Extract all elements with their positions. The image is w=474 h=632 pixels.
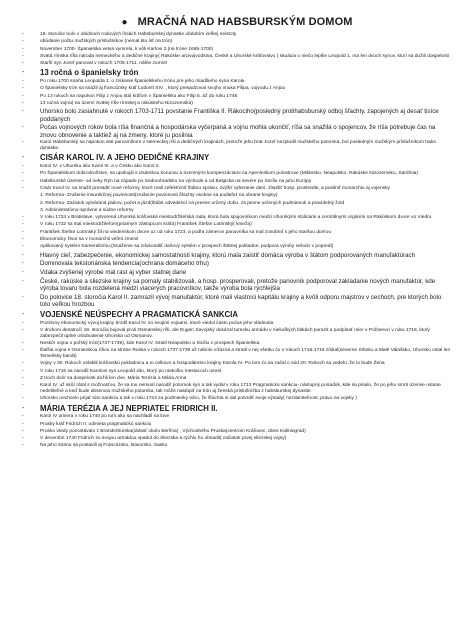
list-item: - Ďalšia vojna s Osmanskou ríšou na strane Ruska v rokoch 1737-1739 už nebolo víťazná a stratil v nej všetko čo v rokoch 1716-1718 získal(severne Srbsko a Malé Valašsko, Uhorsko ostal len Temešsky banát) <box>22 348 452 359</box>
list-item: - Svätá rímska ríša národa nemeckého a dedičné krajiny( Rakúske arcivojvodstva, České a Uhorské kráľovstvo ) situácia o niečo lepšie Leopold 1. ma len dvoch synov, ktorí sa dožili dospelosti <box>22 54 452 60</box>
list-item: - Karol IV umiera v roku 1740 po tom ako sa nachladil na love <box>22 414 452 420</box>
title-text: MRAČNÁ NAD HABSBURSKÝM DOMOM <box>137 16 353 28</box>
list-item: - Do polovice 18. storočia Karol II. zamrazil vývoj manufaktúr, ktoré mali vlastníci kapitálu krajiny a kvôli odporu majstrov v cechoch, pre ktorých bolo toto veľkou hrozbou <box>22 294 452 308</box>
list-item: - Aplikovaný systém Kameralizmu,(Snaženie sa zdokonaliť daňový systém v prospech štátnej pokladne, podpora výroby nebolo v popredí) <box>22 244 452 250</box>
list-item: - Habsburské územie- od rieky Rýn na západe po Sedmohradsko na východe a od Belgicka na severe po Sicíliu na juhu Európy <box>22 179 452 185</box>
list-item: - Ekonomicky život sa v monarchii veľmi zmenil <box>22 237 452 243</box>
list-item: - 18. storočie bolo v obidvoch rodových líniách Habsburskej dynastie obdobím veľkej neistoty <box>22 32 452 38</box>
list-item: - Karol IV. v Uhorsku ako Karol III. a v Česku ako Karol II. <box>22 164 452 170</box>
list-item: - Neskôr vojna o poľský trón(1737-1739), kde Karol IV. stratil Neapolsko a Sicíliu v prospech Španielska <box>22 341 452 347</box>
list-item: 1. Reforma- Zrušenie insurekčnej povinnosti(zrušenie povinnosti šľachty osobne sa podieľať na obrane krajiny) <box>40 193 278 199</box>
list-item: - November 1700- Španielska vetva vymrela, k vôli Karlovi 2.(na tróne 1665-1700) <box>22 47 452 53</box>
list-item: - V roku 1716 sa narodil Karolovi syn Leopold Ján, ktorý po niekoľko mesiacoch umrel. <box>22 369 452 375</box>
list-item: 3. Administratívno-správne a súdne reformy <box>40 207 134 213</box>
list-item: - Cisár Karol IV. sa snažil presadiť nové reformy, ktoré mali zefektívniť štátnu správu, zvýšiť vyberanie daní, zlepšiť hosp. prostredie, a posilniť monarchiu aj vojensky <box>22 186 452 192</box>
list-item: - Po 13 rokoch sa napokon Filip z Anjou stal kráľom v Španielsku ako Filip 5. až do roku 1746 <box>22 94 452 100</box>
list-item: - České, rakúske a sliezske krajiny sa pomaly stabilizovali, a hosp. prosperovali, pretože panovník podporoval zakladanie nových manufaktúr, kde výroba tovaru bola rozdelená medzi viacerých pracovníkov, takže výroba bola rýchlejšia <box>22 278 452 292</box>
list-item: - V druhom desatročí 18. storočia bojoval proti Osmanskej ríši, ale Eugen Savojský dokázal turecku armádu v niekoľkých bitkách porazit a podpísať mier v Požarevci v roku 1718, ktorý zabezpečil úplné oslobodenie Uhorska od Osmanov. <box>22 328 452 339</box>
list-item: - 13 ročná vojna( na území Svätej ríše rímskej a rakúskeho Nizozemska) <box>22 101 452 107</box>
document-title <box>22 16 452 28</box>
list-item: - V roku 1724 v Bratislave, vytvorená Uhorská kráľovská miestodržiteľská rada, ktorá bola spojovníkom medzi Uhorskými stolicami a centrálnymi orgánmi na Rakúskom dvore vo Viedni. <box>22 215 452 221</box>
list-item: - František Štefan Lotrinský žil na viedenskom dvore uz od roku 1723, a podľa zámerov panovníka sa mal zosobniť s jeho staršou dcérou <box>22 230 452 236</box>
list-item: - Hlavný cieľ, zabezpečenie, ekonomickej samostatnosti krajiny, ktorú mala zaistiť domáca výroba v štátom podporovaných manufaktúrach <box>22 252 452 259</box>
section-heading: - VOJENSKÉ NEÚSPECHY A PRAGMATICKÁ SANKCIA <box>22 310 452 319</box>
list-item: - Dominovala tekstoriánska tendencia(ochrana domáceho trhu) <box>22 260 452 267</box>
list-item: - Vojny v 30. Rokoch oslabili kráľovskú pokladnicu a to celkovo a hospodárstvo krajiny Karola IV. Po tom čo sa začal o súd 20. Rokoch sa vedelo ,že to bude Žena <box>22 361 452 367</box>
title-bullet-icon: ● <box>121 17 128 28</box>
list-item: - O španielsky trón sa snažil aj francúzsky kráľ Ľudovít XIV. , ktorý presadzoval svojho vnuka Filipa, vojvodu z Anjou <box>22 86 452 92</box>
list-item: - Uhorsko nechcelo prijať túto sankciu a tak v roku 1723 za podmienky toho, že šľachta si dal potvrdiť svoje výsady( nezdaniteľnost, pravo na vojsky ) <box>22 396 452 402</box>
list-item: 2. Reforma- Začatok vytváraná plukov, počet a jázd(štúbit odvedencí na presne určený dobu, za pevne určených podmienok a pravidelný žold <box>40 200 345 206</box>
list-item: - Starší syn Jozef panoval v rokoch 1705-1711, náhle zomrel <box>22 61 452 67</box>
list-item: - Po Španielskom dobrodružstve, sa upokojili s cisárskou korunou a územnými kompenzáciami na Apeninskom polostrove (Milánsko, Neapolsko, Rakúske Nizozemsko, Sardínia) <box>22 171 452 177</box>
list-item: - Po roku 1700 snaha Leopolda 1. o získanie španielskeho trónu pre jeho mladšieho syna Karola <box>22 79 452 85</box>
section-heading: - MÁRIA TERÉZIA A JEJ NEPRIATEĽ FRIDRICH II. <box>22 404 452 413</box>
section-heading: - CISÁR KAROL IV. A JEHO DEDIČNÉ KRAJINY <box>22 153 452 162</box>
list-item: - Z troch dcér sa dospelosti dožili len dve, Mária Terézia a Mária Anna <box>22 376 452 382</box>
list-item: - Prusko vtedy pozostávalo z Branderburska(oblasť okolo Berlína) , Východného Pruska(centrom Kráľovec, dnes Kaliningrad) <box>22 429 452 435</box>
section-heading: - 13 ročná o španielsky trón <box>22 68 452 77</box>
list-item: - ubúdanie počtu mužských príslušníkov (nemal kto ísť na trón) <box>22 39 452 45</box>
list-item: - Karol Habsburský sa napokon stal panovníkom v Nemeckej ríši a dedičných krajinách, pretože jeho brat Jozef nezplodil mužského potomka, bol posledným mužským príslušníkom habs. dynastie. <box>22 140 452 151</box>
list-item: - Prusky kráľ Fridrich II. odmieta pragmatickú sankciu <box>22 422 452 428</box>
list-item: - Počas vojnových rokov bola ríša finančná a hospodárska vyčerpaná a vojnu mohla ukončiť, ríša sa snažila o spojencov, že ríša potrebuje čas na znovu obnovenie a taktiež aj na zmeny, ktoré ju posilnia <box>22 124 452 138</box>
list-item: - Karol IV. už skôr rátal s možnosťou, že sa mu nemusí narodiť potomok syn a tak vydal v roku 1713 Pragmatickú sankciu- nástupný poriadok, kde sa písalo, že po jeho smrti územie ostane nedeliteľné a keď bude absencia mužského potomka, tak môže nastúpiť na trón aj ženská príslušníčka z habsburskej dynastie. <box>22 383 452 394</box>
list-item: - Na jeho stranu sa postavili aj Francúzsko, Bavorsko, Sasko <box>22 443 452 449</box>
bullet-list <box>22 32 452 449</box>
list-item: - Vdaka zvýšenej výrobe mal rast aj vyber statnej dane <box>22 269 452 276</box>
list-item: - Pozitívny ekonomický vývoj krajiny brzdil Karol IV. so svojimi vojnami, ktoré viedol často počas jeho vládnutia <box>22 321 452 327</box>
list-item: - V decembri 1740 Fridrich so svojou armádou vpadol do Sliezska a rýchlo ho obsadil( začiatok prvej sliezskej vojny) <box>22 436 452 442</box>
list-item: - V roku 1732 sa stal miestodržiteľom(priamym zástupcom kráľa) František Štefan Lotrinský( knieža) <box>22 222 452 228</box>
list-item: - Uhorsko bolo zasiahnuté v rokoch 1703-1711 povstanie Františka II. Rákociho(posledný protihabsburský odboj šľachty, zapojených aj desať tisíce poddaných <box>22 108 452 122</box>
